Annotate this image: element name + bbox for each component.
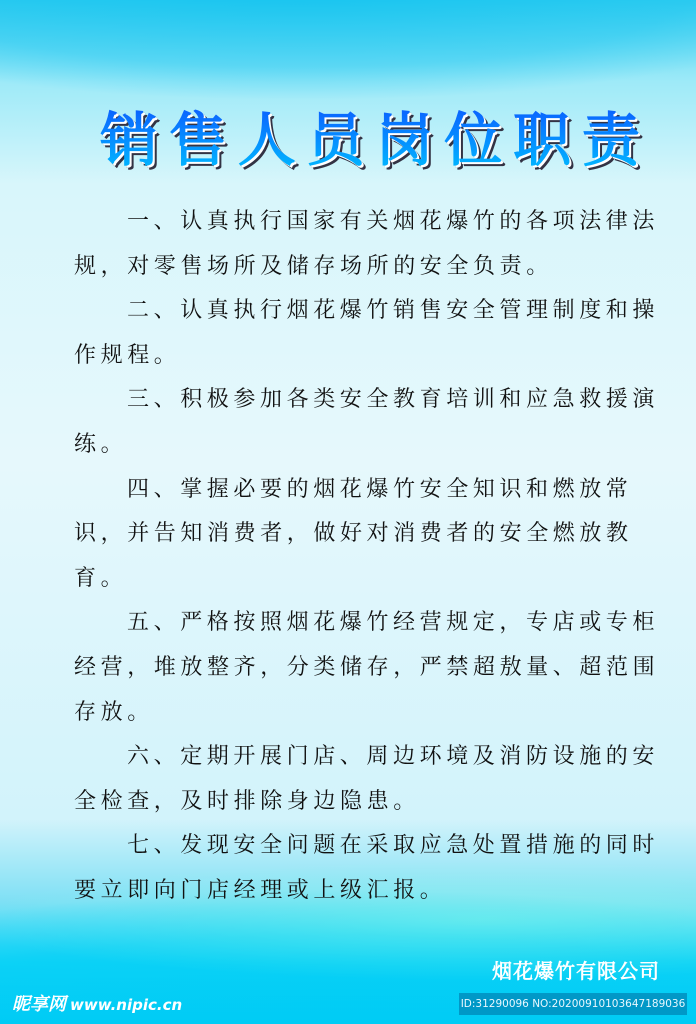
title-char: 位	[444, 106, 503, 174]
watermark-logo-text: 昵享网	[12, 994, 66, 1015]
poster-title	[100, 104, 640, 176]
title-char: 售	[168, 106, 227, 174]
duty-7: 七、发现安全问题在采取应急处置措施的同时要立即向门店经理或上级汇报。	[74, 833, 660, 903]
watermark-url: www.nipic.cn	[70, 996, 183, 1014]
duties-body	[74, 200, 666, 914]
title-char: 销	[100, 106, 159, 174]
duty-2: 二、认真执行烟花爆竹销售安全管理制度和操作规程。	[74, 298, 660, 368]
title-char: 职	[513, 106, 572, 174]
duty-4: 四、掌握必要的烟花爆竹安全知识和燃放常识，并告知消费者，做好对消费者的安全燃放教育。	[74, 476, 633, 591]
duty-5: 五、严格按照烟花爆竹经营规定，专店或专柜经营，堆放整齐，分类储存，严禁超敖量、超范围存放。	[74, 610, 660, 725]
duty-3: 三、积极参加各类安全教育培训和应急救援演练。	[74, 387, 660, 457]
title-char: 员	[306, 106, 365, 174]
title-char: 岗	[375, 106, 434, 174]
company-name: 烟花爆竹有限公司	[492, 959, 660, 983]
duty-1: 一、认真执行国家有关烟花爆竹的各项法律法规，对零售场所及储存场所的安全负责。	[74, 209, 660, 279]
title-char: 责	[581, 106, 640, 174]
title-char: 人	[237, 106, 296, 174]
watermark-logo	[12, 990, 182, 1016]
duty-6: 六、定期开展门店、周边环境及消防设施的安全检查，及时排除身边隐患。	[74, 744, 660, 814]
watermark-id: ID:31290096 NO:20200910103647189036	[459, 993, 687, 1015]
